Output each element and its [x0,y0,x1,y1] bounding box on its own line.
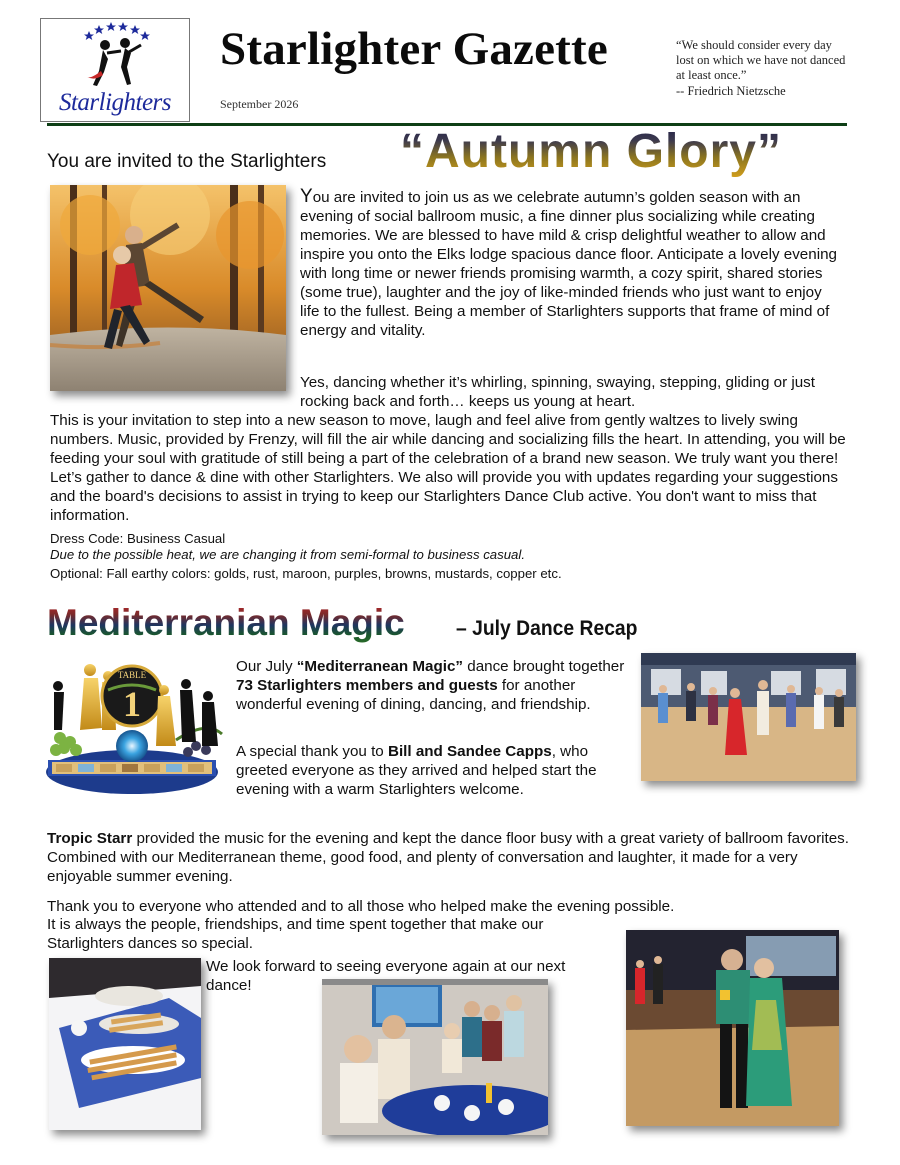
quote-author: -- Friedrich Nietzsche [676,84,786,98]
recap-p2-c: , who greeted everyone as they arrived and helped start the evening with a warm Starlighters welcome. [236,743,597,798]
starlighters-logo [40,18,190,122]
header-quote: “We should consider every day lost on which we have not danced at least once.” [676,38,846,82]
guests-at-table-photo [322,979,548,1135]
dancing-couple-logo-icon [41,19,190,99]
recap-p3-text: provided the music for the evening and kept the dance floor busy with a great variety of ballroom favorites. Combined with our Mediterranean theme, good food, and plenty of conversation and laughter, it made for a very enjoyable summer evening. [47,830,849,885]
emblem-table-number: 1 [123,684,141,724]
couple-dancing-photo [626,930,839,1126]
recap-p2-a: A special thank you to [236,743,388,760]
recap-paragraph-3 [47,829,862,886]
heat-note: Due to the possible heat, we are changing it from semi-formal to business casual. [50,547,525,562]
autumn-glory-title: “Autumn Glory” [400,125,782,178]
recap-subtitle: – July Dance Recap [456,617,638,640]
dress-code: Dress Code: Business Casual [50,531,226,546]
recap-p1-c: dance brought together [463,658,625,675]
autumn-paragraph-1 [300,187,840,340]
recap-p2-names: Bill and Sandee Capps [387,743,552,760]
newsletter-title: Starlighter Gazette [220,23,608,75]
closing-line: We look forward to seeing everyone again at our next dance! [206,958,566,994]
logo-text: Starlighters [58,89,172,116]
optional-colors-note: Optional: Fall earthy colors: golds, rust, maroon, purples, browns, mustards, copper etc. [50,566,562,581]
recap-paragraph-2 [236,742,638,799]
invitation-lead: You are invited to the Starlighters [47,151,327,172]
recap-paragraph-1 [236,657,638,714]
friendship-line: It is always the people, friendships, and time spent together that make our Starlighters dances so special. [47,916,544,952]
autumn-dancers-photo [50,185,286,391]
recap-p1-event-name: “Mediterranean Magic” [296,658,464,675]
mediterranean-magic-title: Mediterranian Magic [47,602,405,643]
autumn-paragraph-2-continued: This is your invitation to step into a new season to move, laugh and feel alive from gently waltzes to lively swing numbers. Music, provided by Frenzy, will fill the air while dancing and socializing fills the heart. In attending, you will be feeding your soul with gratitude of still being a part of the celebration of a brand new season. We truly want you there! Let’s gather to dance & dine with other Starlighters. We also will provide you with updates regarding your suggestions and the board's decisions to assist in trying to keep our Starlighters Dance Club active. You don't want to miss that information. [50,412,846,524]
issue-date: September 2026 [220,97,299,111]
buffet-table-photo [49,958,201,1130]
table-number-emblem [36,650,228,800]
autumn-paragraph-2-start: Yes, dancing whether it’s whirling, spinning, swaying, stepping, gliding or just rocking back and forth… keeps us young at heart. [300,374,815,410]
thank-you-line: Thank you to everyone who attended and to all those who helped make the evening possible. [47,898,675,915]
recap-p1-a: Our July [236,658,297,675]
emblem-table-label: TABLE [117,670,147,680]
recap-p1-attendance: 73 Starlighters members and guests [236,677,498,694]
ballroom-dancing-photo [641,653,856,781]
drop-cap: Y [300,186,313,207]
band-name: Tropic Starr [47,830,133,847]
recap-p1-e: for another wonderful evening of dining, dancing, and friendship. [236,677,591,713]
autumn-paragraph-1-text: ou are invited to join us as we celebrate autumn’s golden season with an evening of social ballroom music, a fine dinner plus socializing while creating memories. We are blessed to have mild & crisp delightful weather to allow and inspire you onto the Elks lodge spacious dance floor. Anticipate a lovely evening with long time or newer friends promising warmth, a cozy spirit, shared stories (some true), laughter and the joy of like-minded friends who just want to enjoy life to the fullest. Being a member of Starlighters supports that frame of mind of energy and vitality. [300,189,837,339]
